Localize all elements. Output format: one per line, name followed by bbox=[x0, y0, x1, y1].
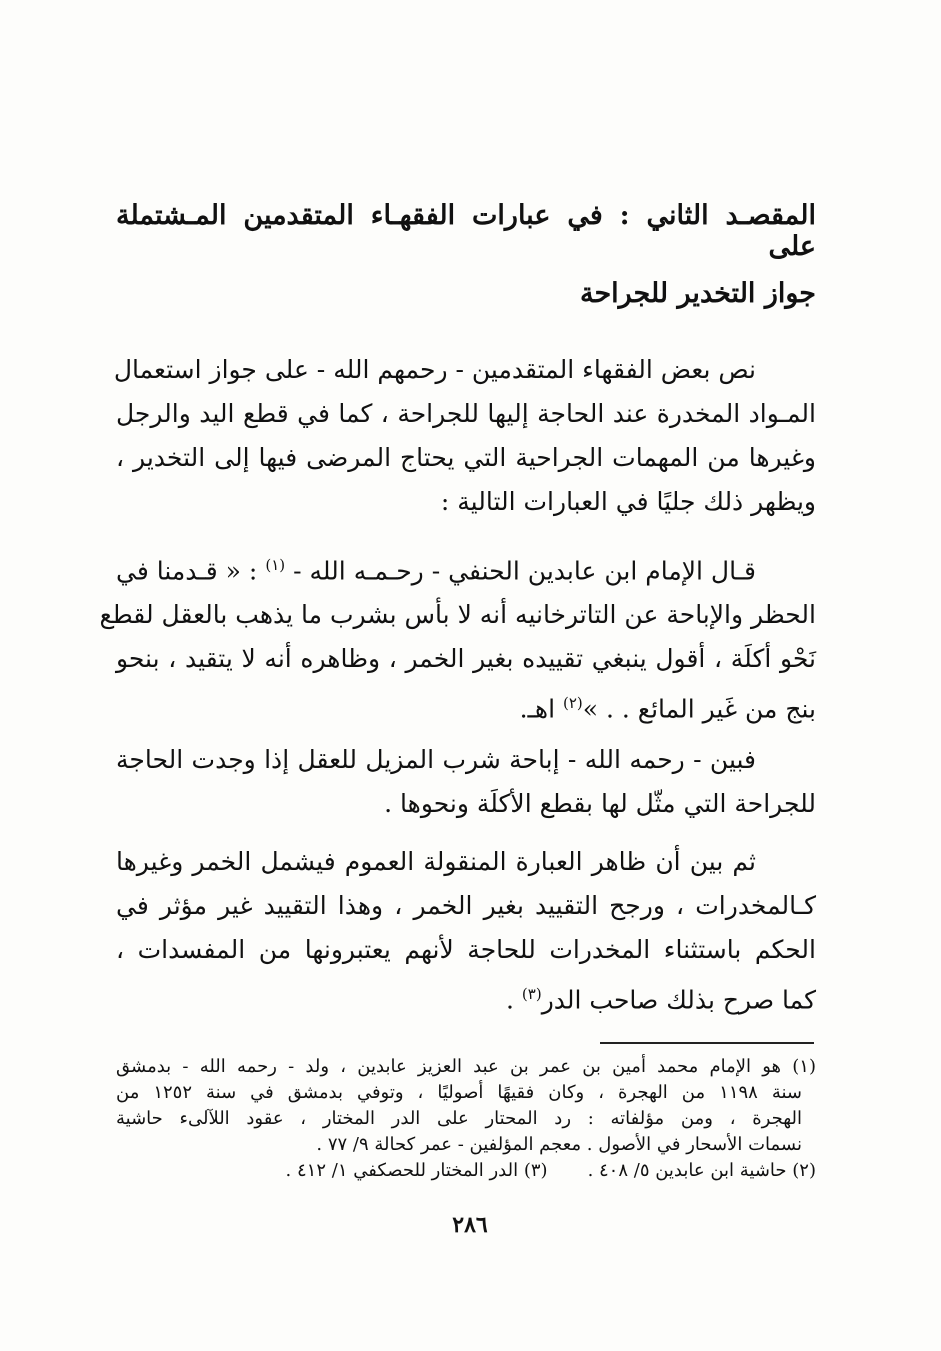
paragraph-quote bbox=[99, 543, 816, 732]
footnote-marker: (١) bbox=[265, 556, 286, 574]
text-line bbox=[116, 681, 816, 731]
text-line: فبين - رحمه الله - إباحة شرب المزيل للعقل إذا وجدت الحاجة bbox=[116, 745, 756, 774]
text-segment: قـال الإمام ابن عابدين الحنفي - رحـمـه الله - bbox=[293, 556, 756, 586]
footnote-marker: (٢) bbox=[562, 694, 583, 713]
text-segment: : « قـدمنا في bbox=[116, 556, 258, 586]
footnote-1-line: سنة ١١٩٨ من الهجرة ، وكان فقيهًا أصوليًا ، وتوفي بدمشق في سنة ١٢٥٢ من bbox=[116, 1082, 802, 1103]
text-segment: . bbox=[506, 985, 514, 1015]
footnote-3: (٣) الدر المختار للحصكفي ١/ ٤١٢ . bbox=[285, 1160, 548, 1181]
text-line: للجراحة التي مثّل لها بقطع الأكلَة ونحوها . bbox=[384, 789, 816, 818]
text-segment: بنج من غَير المائع . . » bbox=[582, 694, 816, 724]
text-line: ثم بين أن ظاهر العبارة المنقولة العموم فيشمل الخمر وغيرها bbox=[116, 847, 756, 876]
footnote-marker: (٣) bbox=[521, 985, 542, 1003]
text-line: المـواد المخدرة عند الحاجة إليها للجراحة ، كما في قطع اليد والرجل bbox=[116, 399, 816, 428]
section-heading-line-1: المقصـد الثاني : في عبارات الفقهـاء المتقدمين المـشتملة على bbox=[116, 200, 816, 262]
text-line: ويظهر ذلك جليًا في العبارات التالية : bbox=[440, 487, 816, 516]
text-line: الحكم باستثناء المخدرات للحاجة لأنهم يعتبرونها من المفسدات ، bbox=[116, 935, 816, 964]
footnote-row bbox=[116, 1158, 816, 1184]
text-line bbox=[116, 543, 816, 593]
page-number: ٢٨٦ bbox=[452, 1212, 488, 1238]
text-line: كـالمخدرات ، ورجح التقييد بغير الخمر ، وهذا التقييد غير مؤثر في bbox=[116, 891, 816, 920]
section-heading-line-2: جواز التخدير للجراحة bbox=[579, 278, 816, 309]
paragraph-explanation bbox=[116, 738, 816, 826]
footnote-2: (٢) حاشية ابن عابدين ٥/ ٤٠٨ . bbox=[587, 1160, 816, 1181]
text-line: الحظر والإباحة عن التاترخانيه أنه لا بأس بشرب ما يذهب بالعقل لقطع bbox=[99, 600, 816, 630]
footnote-1-line: الهجرة ، ومن مؤلفاته : رد المحتار على الدر المختار ، عقود اللآلىء حاشية bbox=[116, 1108, 802, 1129]
paragraph-intro bbox=[113, 348, 816, 524]
text-line: وغيرها من المهمات الجراحية التي يحتاج المرضى فيها إلى التخدير ، bbox=[116, 443, 816, 472]
footnote-1-line: نسمات الأسحار في الأصول . معجم المؤلفين - عمر كحالة ٩/ ٧٧ . bbox=[316, 1134, 802, 1155]
text-line bbox=[116, 972, 816, 1022]
text-line: نص بعض الفقهاء المتقدمين - رحمهم الله - على جواز استعمال bbox=[113, 355, 756, 384]
text-line: نَحْو أكلَة ، أقول ينبغي تقييده بغير الخمر ، وظاهره أنه لا يتقيد ، بنحو bbox=[116, 644, 816, 674]
text-segment: كما صرح بذلك صاحب الدر bbox=[541, 985, 816, 1015]
footnotes bbox=[116, 1054, 816, 1184]
footnote-separator bbox=[600, 1042, 814, 1044]
footnote-1-line: (١) هو الإمام محمد أمين بن عمر بن عبد العزيز عابدين ، ولد - رحمه الله - بدمشق bbox=[116, 1056, 816, 1077]
text-segment: اهـ. bbox=[519, 694, 556, 724]
paragraph-conclusion bbox=[116, 840, 816, 1022]
